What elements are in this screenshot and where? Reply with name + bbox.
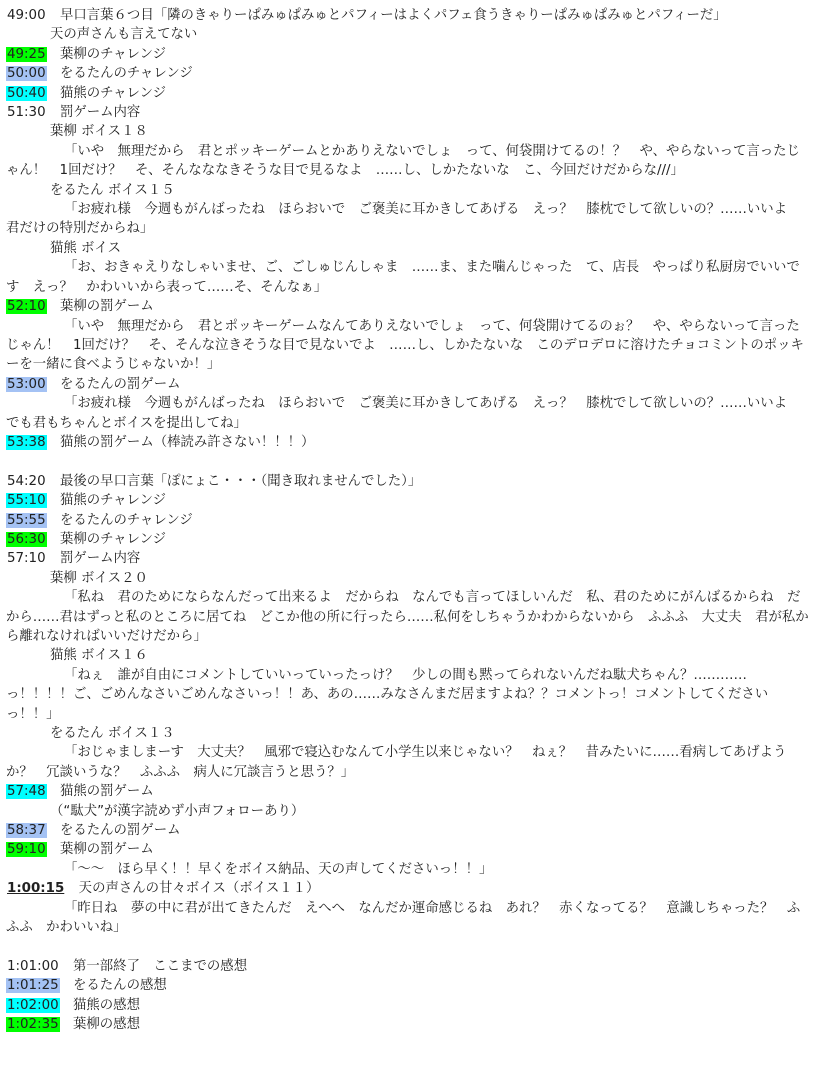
timestamp-line	[6, 491, 813, 510]
line-text: 猫熊の罰ゲーム	[46, 784, 154, 800]
timestamp: 50:00	[7, 66, 46, 82]
timestamp: 59:10	[7, 842, 46, 858]
line-text: 天の声さんの甘々ボイス（ボイス１１）	[65, 881, 320, 897]
timestamp: 54:20	[7, 473, 46, 489]
line-text: 葉柳 ボイス１８	[50, 124, 148, 140]
line-text: 猫熊 ボイス	[50, 240, 122, 256]
quote-line	[6, 142, 813, 181]
line-text: 猫熊の感想	[59, 997, 140, 1013]
line-text: 葉柳のチャレンジ	[46, 531, 167, 547]
timestamp: 1:00:15	[7, 881, 65, 897]
indented-line	[6, 239, 813, 258]
timestamp: 57:48	[7, 784, 46, 800]
indented-line	[6, 569, 813, 588]
indented-line	[6, 122, 813, 141]
timestamp-line	[6, 472, 813, 491]
timestamp: 55:55	[7, 512, 46, 528]
indented-line	[6, 802, 813, 821]
line-text: 最後の早口言葉「ぽにょこ・・・（聞き取れませんでした）」	[46, 473, 422, 489]
timestamp-line	[6, 45, 813, 64]
timestamp-line	[6, 375, 813, 394]
timestamp-line	[6, 64, 813, 83]
line-text: 「〜〜 ほら早く！！早くをボイス納品、天の声してくださいっ！！」	[64, 861, 493, 877]
line-text: 「いや 無理だから 君とポッキーゲームなんてありえないでしょ って、何袋開けてるのぉ？ や、やらないって言ったじゃん！ 1回だけ？ そ、そんな泣きそうな目で見ないでよ ……し、しかたないな このデロデロに溶けたチョコミントのポッキーを一緒に食べようじゃないか！」	[6, 318, 804, 373]
line-text: 「おじゃましまーす 大丈夫？ 風邪で寝込むなんて小学生以来じゃない？ ねぇ？ 昔みたいに……看病してあげようか？ 冗談いうな？ ふふふ 病人に冗談言うと思う？」	[6, 745, 787, 780]
line-text: 葉柳 ボイス２０	[50, 570, 148, 586]
quote-line	[6, 666, 813, 724]
line-text: 「お疲れ様 今週もがんばったね ほらおいで ご褒美に耳かきしてあげる えっ？ 膝枕でして欲しいの？……いいよ 君だけの特別だからね」	[6, 202, 801, 237]
line-text: 葉柳の感想	[59, 1017, 140, 1033]
timestamp: 53:38	[7, 434, 46, 450]
quote-line	[6, 899, 813, 938]
quote-line	[6, 743, 813, 782]
line-text: 「お疲れ様 今週もがんばったね ほらおいで ご褒美に耳かきしてあげる えっ？ 膝枕でして欲しいの？……いいよ でも君もちゃんとボイスを提出してね」	[6, 396, 801, 431]
line-text: 猫熊 ボイス１６	[50, 648, 148, 664]
line-text: をるたんの感想	[59, 978, 167, 994]
line-text: （“駄犬”が漢字読めず小声フォローあり）	[50, 803, 305, 819]
timestamp-line	[6, 879, 813, 898]
timestamp: 58:37	[7, 823, 46, 839]
quote-line	[6, 258, 813, 297]
timestamp: 1:02:35	[7, 1017, 59, 1033]
line-text: をるたんの罰ゲーム	[46, 376, 181, 392]
timestamp-line	[6, 530, 813, 549]
timestamp-line	[6, 6, 813, 25]
timestamp: 56:30	[7, 531, 46, 547]
timestamp-line	[6, 549, 813, 568]
blank-line	[6, 937, 813, 956]
timestamp-line	[6, 1015, 813, 1034]
timestamp: 49:25	[7, 46, 46, 62]
line-text: 罰ゲーム内容	[46, 105, 141, 121]
line-text: 猫熊の罰ゲーム（棒読み許さない！！！）	[46, 434, 315, 450]
line-text: 葉柳の罰ゲーム	[46, 842, 154, 858]
timestamp-line	[6, 103, 813, 122]
line-text: 「昨日ね 夢の中に君が出てきたんだ えへへ なんだか運命感じるね あれ？ 赤くなってる？ 意識しちゃった？ ふふふ かわいいね」	[6, 900, 801, 936]
timestamp: 50:40	[7, 85, 46, 101]
line-text: をるたんのチャレンジ	[46, 66, 193, 82]
line-text: 「ねぇ 誰が自由にコメントしていいっていったっけ？ 少しの間も黙ってられないんだね駄犬ちゃん？…………っ！！！！ご、ごめんなさいごめんなさいっ！！あ、あの……みなさんまだ居ますよね？？コメントっ！コメントしてくださいっ！！」	[6, 667, 769, 722]
timestamp: 49:00	[7, 8, 46, 23]
indented-line	[6, 646, 813, 665]
quote-line	[6, 200, 813, 239]
line-text: 「お、おきゃえりなしゃいませ、ご、ごしゅじんしゃま ……ま、また噛んじゃった て、店長 やっぱり私厨房でいいです えっ？ かわいいから表って……そ、そんなぁ」	[6, 260, 800, 295]
indented-line	[6, 724, 813, 743]
timestamp: 52:10	[7, 299, 46, 315]
timestamp-line	[6, 84, 813, 103]
timestamp: 1:02:00	[7, 997, 59, 1013]
quote-line	[6, 394, 813, 433]
indented-line	[6, 181, 813, 200]
quote-line	[6, 317, 813, 375]
timestamp-line	[6, 976, 813, 995]
line-text: 猫熊のチャレンジ	[46, 493, 167, 509]
timestamp-line	[6, 821, 813, 840]
line-text: をるたんのチャレンジ	[46, 512, 193, 528]
timestamp-line	[6, 297, 813, 316]
line-text: 天の声さんも言えてない	[50, 27, 198, 43]
line-text: をるたん ボイス１３	[50, 726, 175, 742]
line-text: をるたんの罰ゲーム	[46, 823, 181, 839]
quote-line	[6, 588, 813, 646]
line-text: 早口言葉６つ目「隣のきゃりーぱみゅぱみゅとパフィーはよくパフェ食うきゃりーぱみゅぱみゅとパフィーだ」	[46, 8, 727, 23]
indented-line	[6, 860, 813, 879]
timestamp: 57:10	[7, 551, 46, 567]
line-text: 葉柳のチャレンジ	[46, 46, 167, 62]
line-text: 「いや 無理だから 君とポッキーゲームとかありえないでしょ って、何袋開けてるの！？ や、やらないって言ったじゃん！ 1回だけ？ そ、そんなななきそうな目で見るなよ ……し、しかたないな こ、今回だけだからな///」	[6, 143, 800, 179]
indented-line	[6, 25, 813, 44]
timestamp-line	[6, 996, 813, 1015]
timestamp: 1:01:00	[7, 958, 59, 974]
timestamp-line	[6, 511, 813, 530]
line-text: 「私ね 君のためにならなんだって出来るよ だからね なんでも言ってほしいんだ 私、君のためにがんばるからね だから……君はずっと私のところに居てね どこか他の所に行ったら……私何をしちゃうかわからないから ふふふ 大丈夫 君が私から離れなければいいだけだから」	[6, 590, 809, 644]
timestamp-line	[6, 840, 813, 859]
timestamp-line	[6, 957, 813, 976]
timestamp-line	[6, 433, 813, 452]
line-text: をるたん ボイス１５	[50, 182, 175, 198]
line-text: 罰ゲーム内容	[46, 551, 141, 567]
timestamp: 1:01:25	[7, 978, 59, 994]
timestamp-line	[6, 782, 813, 801]
timestamp: 51:30	[7, 105, 46, 121]
timestamp: 53:00	[7, 376, 46, 392]
line-text: 猫熊のチャレンジ	[46, 85, 167, 101]
line-text: 第一部終了 ここまでの感想	[59, 958, 248, 974]
timestamp: 55:10	[7, 493, 46, 509]
blank-line	[6, 452, 813, 471]
line-text: 葉柳の罰ゲーム	[46, 299, 154, 315]
